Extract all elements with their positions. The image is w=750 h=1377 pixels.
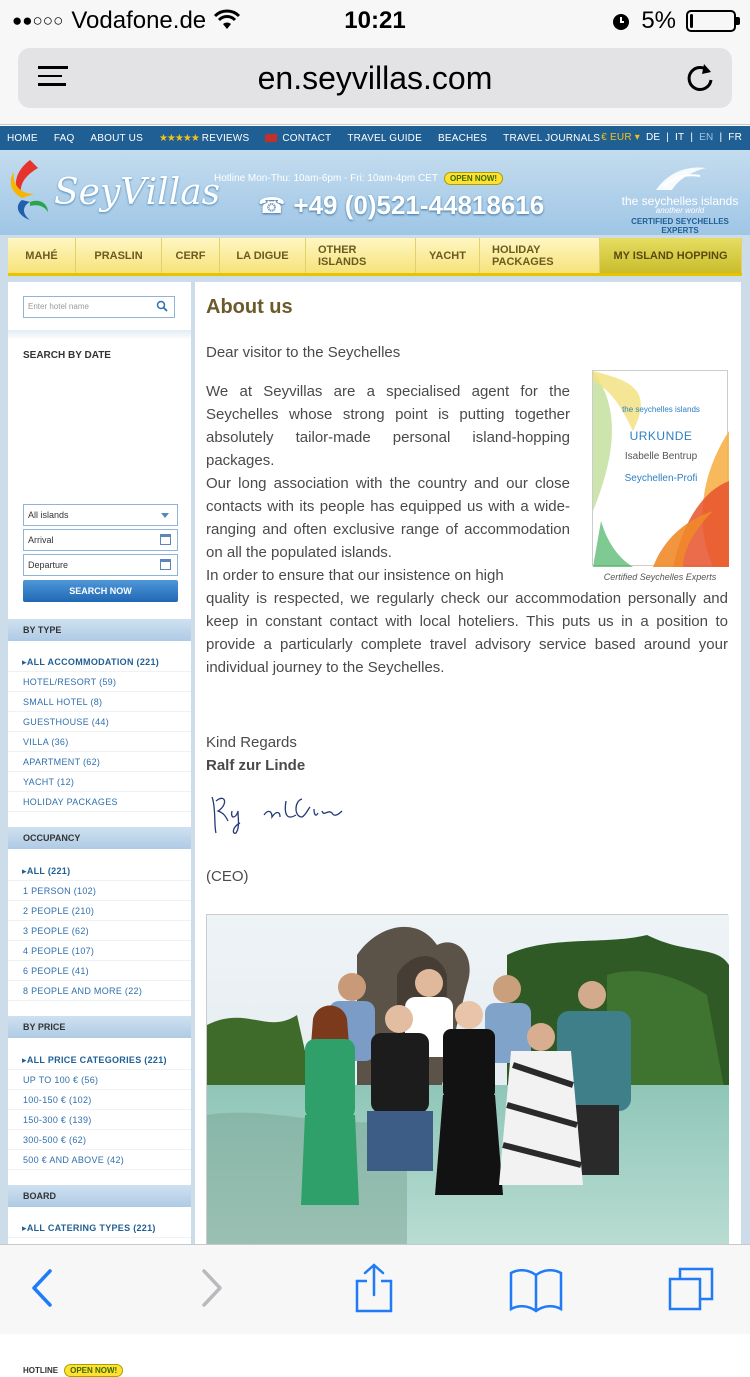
- ceo-title: (CEO): [206, 868, 249, 885]
- hotel-search-placeholder: Enter hotel name: [28, 302, 89, 311]
- page-title: About us: [206, 296, 293, 318]
- carrier-name: Vodafone.de: [71, 7, 207, 34]
- filter-option[interactable]: ▸ ALL PRICE CATEGORIES (221): [8, 1050, 191, 1070]
- certificate-name: Isabelle Bentrup: [624, 451, 698, 462]
- type-filter-list: [8, 652, 191, 812]
- departure-label: Departure: [28, 560, 69, 570]
- tab-praslin[interactable]: PRASLIN: [76, 238, 162, 273]
- kind-regards: Kind Regards: [206, 734, 297, 751]
- ceo-name: Ralf zur Linde: [206, 757, 306, 774]
- forward-icon[interactable]: [186, 1263, 236, 1313]
- brand-sub: another world: [655, 206, 705, 215]
- calendar-icon[interactable]: [160, 534, 171, 545]
- clock: 10:21: [344, 7, 406, 34]
- filter-option[interactable]: GUESTHOUSE (44): [8, 712, 191, 732]
- filter-option[interactable]: HOLIDAY PACKAGES: [8, 792, 191, 812]
- nav-home[interactable]: HOME: [7, 132, 38, 144]
- reload-icon[interactable]: [682, 60, 718, 96]
- open-now-badge: OPEN NOW!: [64, 1364, 123, 1377]
- nav-travel-journals[interactable]: TRAVEL JOURNALS: [503, 132, 601, 144]
- main-content: [195, 282, 741, 1244]
- web-page: [0, 126, 750, 1375]
- filter-option[interactable]: VILLA (36): [8, 732, 191, 752]
- tab-mahe[interactable]: MAHÉ: [8, 238, 76, 273]
- logo-text: SeyVillas: [54, 172, 221, 213]
- about-paragraph-3-start: In order to ensure that our insistence on high: [206, 567, 504, 584]
- sidebar-hotline: [23, 1364, 123, 1377]
- sail-icon: [650, 160, 710, 194]
- tab-other-islands[interactable]: OTHER ISLANDS: [306, 238, 416, 273]
- certificate-brand: the seychelles islands: [622, 405, 700, 414]
- certificate-image[interactable]: [592, 370, 728, 566]
- certificate-title: URKUNDE: [629, 429, 693, 443]
- nav-faq[interactable]: FAQ: [53, 132, 75, 144]
- filter-option[interactable]: 500 € AND ABOVE (42): [8, 1150, 191, 1170]
- logo-flame-icon: [8, 158, 52, 224]
- certificate-role: Seychellen-Profi: [624, 473, 698, 484]
- nav-beaches[interactable]: BEACHES: [437, 132, 488, 144]
- main-navigation: [8, 238, 742, 276]
- filter-option[interactable]: 6 PEOPLE (41): [8, 961, 191, 981]
- filter-option[interactable]: 100-150 € (102): [8, 1090, 191, 1110]
- tab-cerf[interactable]: CERF: [162, 238, 220, 273]
- wifi-icon: [214, 11, 240, 31]
- arrival-field[interactable]: [23, 529, 178, 551]
- chevron-down-icon: [161, 513, 169, 518]
- nav-contact[interactable]: [265, 133, 331, 144]
- greeting: Dear visitor to the Seychelles: [206, 344, 401, 361]
- occupancy-heading: OCCUPANCY: [8, 827, 191, 849]
- tab-la-digue[interactable]: LA DIGUE: [220, 238, 306, 273]
- status-bar: [0, 0, 750, 40]
- bookmarks-icon[interactable]: [508, 1263, 564, 1313]
- address-bar[interactable]: [18, 48, 732, 108]
- lang-fr[interactable]: FR: [728, 132, 742, 143]
- search-icon[interactable]: [156, 300, 168, 312]
- share-icon[interactable]: [349, 1263, 399, 1313]
- hotline-hours-text: Hotline Mon-Thu: 10am-6pm - Fri: 10am-4pm CET: [214, 173, 438, 184]
- certificate-caption: Certified Seychelles Experts: [603, 572, 717, 582]
- calendar-icon[interactable]: [160, 559, 171, 570]
- divider: [8, 330, 191, 340]
- filter-option[interactable]: HOTEL/RESORT (59): [8, 672, 191, 692]
- team-photo[interactable]: [206, 914, 728, 1244]
- alarm-icon: [611, 11, 631, 31]
- by-type-heading: BY TYPE: [8, 619, 191, 641]
- signal-icon: ●●○○○: [12, 11, 64, 30]
- lang-it[interactable]: IT: [675, 132, 685, 143]
- signature-image: [206, 787, 356, 837]
- lang-de[interactable]: DE: [645, 132, 661, 143]
- filter-option[interactable]: 1 PERSON (102): [8, 881, 191, 901]
- sidebar-hotline-title: HOTLINE: [23, 1366, 59, 1375]
- filter-option[interactable]: 8 PEOPLE AND MORE (22): [8, 981, 191, 1001]
- occupancy-filter-list: [8, 861, 191, 1001]
- tab-yacht[interactable]: YACHT: [416, 238, 480, 273]
- currency-select[interactable]: € EUR ▾: [601, 132, 640, 143]
- filter-option[interactable]: 2 PEOPLE (210): [8, 901, 191, 921]
- search-by-date-title: SEARCH BY DATE: [23, 350, 111, 361]
- filter-option[interactable]: ▸ ALL CATERING TYPES (221): [8, 1218, 191, 1238]
- by-price-heading: BY PRICE: [8, 1016, 191, 1038]
- filter-option[interactable]: YACHT (12): [8, 772, 191, 792]
- carrier: [12, 7, 240, 35]
- browser-address-area: [0, 40, 750, 125]
- nav-reviews-label: REVIEWS: [201, 132, 250, 144]
- language-currency: € EUR ▾ DE | IT | EN | FR: [601, 126, 742, 150]
- filter-option[interactable]: ▸ ALL ACCOMMODATION (221): [8, 652, 191, 672]
- tabs-icon[interactable]: [666, 1263, 716, 1313]
- about-paragraph-1: We at Seyvillas are a specialised agent for the Seychelles whose strong point is putting together absolutely tailor-made personal island-hopping packages.: [206, 383, 570, 469]
- site-header: [0, 150, 750, 235]
- nav-contact-label: CONTACT: [282, 132, 332, 144]
- back-icon[interactable]: [20, 1263, 70, 1313]
- tab-my-island-hopping[interactable]: MY ISLAND HOPPING: [600, 238, 742, 273]
- tab-holiday-packages[interactable]: HOLIDAY PACKAGES: [480, 238, 600, 273]
- phone-icon: ☎: [258, 192, 286, 218]
- hotline-hours: [214, 172, 503, 185]
- board-heading: BOARD: [8, 1185, 191, 1207]
- filter-option[interactable]: 4 PEOPLE (107): [8, 941, 191, 961]
- departure-field[interactable]: [23, 554, 178, 576]
- price-filter-list: [8, 1050, 191, 1170]
- search-now-button[interactable]: SEARCH NOW: [23, 580, 178, 602]
- brand-name: the seychelles islands: [621, 194, 739, 208]
- about-paragraph-2: Our long association with the country and our close contacts with its people has equipped us with a wide-ranging and often exclusive range of accommodation on all the populated islands.: [206, 475, 570, 561]
- star-icon: ★★★★★: [158, 132, 199, 144]
- lang-en[interactable]: EN: [699, 132, 714, 143]
- url-text[interactable]: en.seyvillas.com: [257, 60, 493, 96]
- filter-option[interactable]: 3 PEOPLE (62): [8, 921, 191, 941]
- battery-icon: [686, 10, 736, 32]
- battery-percent: 5%: [641, 7, 676, 34]
- seychelles-islands-logo: [620, 158, 740, 235]
- nav-travel-guide[interactable]: TRAVEL GUIDE: [347, 132, 422, 144]
- filter-option[interactable]: UP TO 100 € (56): [8, 1070, 191, 1090]
- filter-option[interactable]: SMALL HOTEL (8): [8, 692, 191, 712]
- browser-toolbar: [0, 1244, 750, 1334]
- hotline-phone[interactable]: [258, 190, 544, 221]
- sidebar: [8, 282, 191, 1375]
- top-navigation: [0, 126, 750, 150]
- islands-select[interactable]: [23, 504, 178, 526]
- nav-reviews[interactable]: [159, 133, 249, 144]
- filter-option[interactable]: 300-500 € (62): [8, 1130, 191, 1150]
- open-now-badge: OPEN NOW!: [444, 172, 503, 185]
- hotel-search-input[interactable]: [23, 296, 175, 318]
- nav-about[interactable]: ABOUT US: [90, 132, 143, 144]
- team-photo-image: [207, 915, 729, 1245]
- phone-number: +49 (0)521-44818616: [293, 190, 545, 220]
- brand-cert: CERTIFIED SEYCHELLES EXPERTS: [631, 217, 729, 235]
- about-paragraph-3: quality is respected, we regularly check our accommodation personally and keep in constant contact with local hoteliers. This puts us in a position to provide a particularly complete travel advisory service based around your individual journey to the Seychelles.: [206, 590, 728, 676]
- seyvillas-logo[interactable]: [8, 158, 221, 228]
- mail-icon: [265, 134, 277, 142]
- filter-option[interactable]: APARTMENT (62): [8, 752, 191, 772]
- arrival-label: Arrival: [28, 535, 54, 545]
- filter-option[interactable]: ▸ ALL (221): [8, 861, 191, 881]
- islands-select-value: All islands: [28, 510, 69, 520]
- certificate-artwork: [593, 371, 729, 567]
- filter-option[interactable]: 150-300 € (139): [8, 1110, 191, 1130]
